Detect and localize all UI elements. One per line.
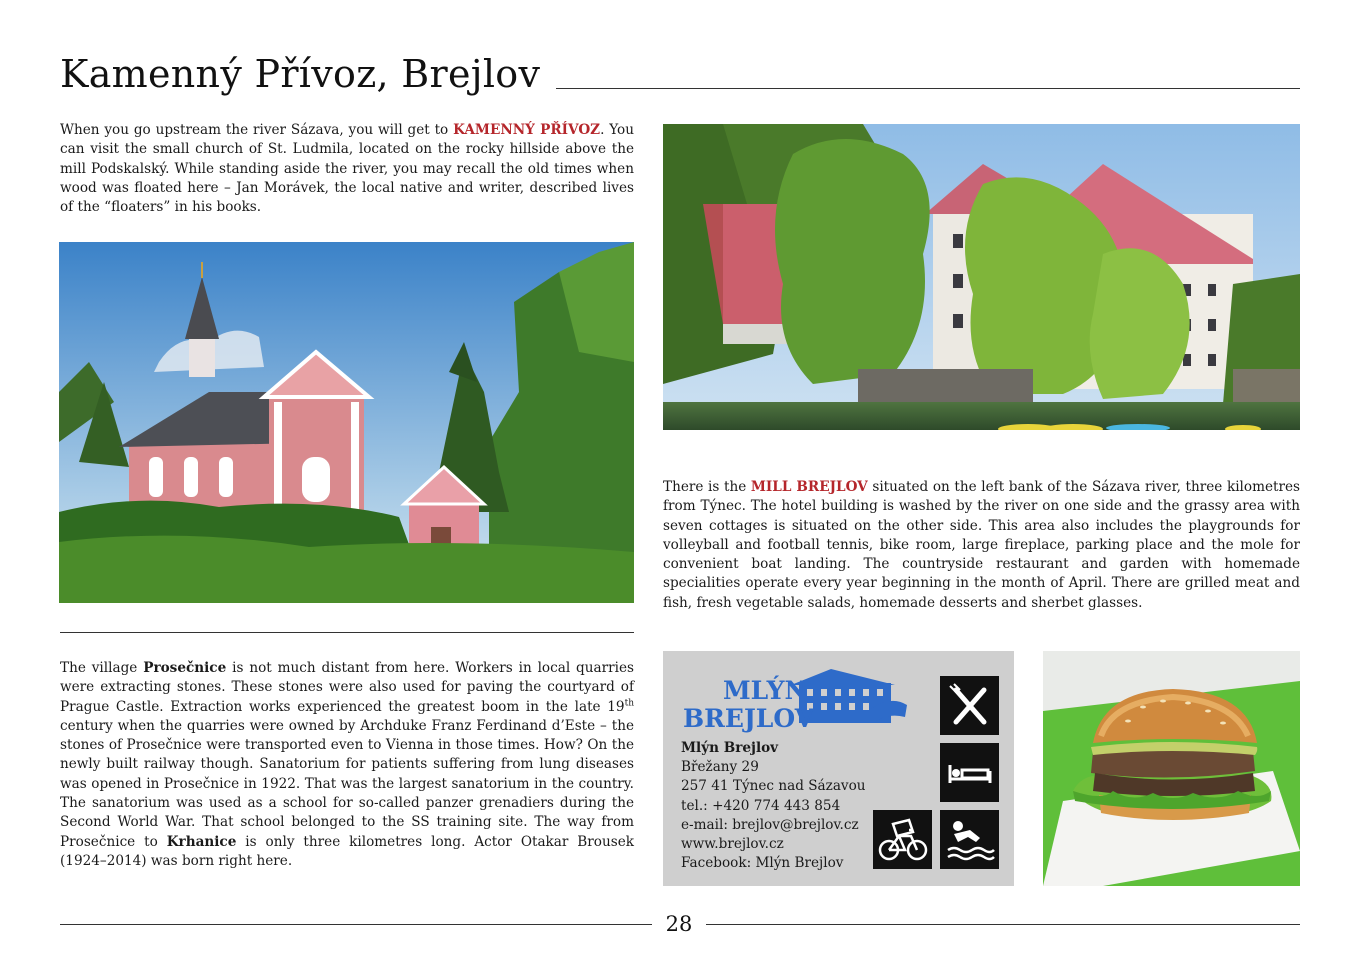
mill-text-2: situated on the left bank of the Sázava river, three kilometres from Týnec. The hotel building is washed by the river on one side and the grassy area with seven cottages is situated on the other side. This area also includes the playgrounds for volleyball and football tennis, bike room, large fireplace, parking place and the mole for convenient boat landing. The countryside restaurant and garden with homemade specialities operate every year beginning in the month of April. There are grilled meat and fish, fresh vegetable salads, homemade desserts and sherbet glasses. (663, 479, 1301, 611)
intro-highlight: KAMENNÝ PŘÍVOZ (453, 122, 601, 138)
mill-paragraph (663, 478, 1300, 613)
section-divider (60, 632, 634, 633)
contact-email: e-mail: brejlov@brejlov.cz (681, 816, 859, 833)
bicycle-icon (873, 810, 932, 869)
village-text-1: The village (60, 660, 144, 676)
contact-facebook: Facebook: Mlýn Brejlov (681, 855, 844, 872)
contact-address-1: Břežany 29 (681, 759, 759, 776)
village-bold-krhanice: Krhanice (166, 833, 237, 850)
mlyn-brejlov-logo (681, 665, 911, 735)
intro-text-2: . You can visit the small church of St. Ludmila, located on the rocky hillside above the mill Podskalský. While standing aside the river, you may recall the old times when wood was floated here – Jan Morávek, the local native and writer, described lives of the “floaters” in his books. (60, 122, 634, 216)
logo-line-1: MLÝN (723, 676, 808, 705)
fork-knife-icon (940, 676, 999, 735)
page-title: Kamenný Přívoz, Brejlov (60, 52, 541, 96)
swimming-icon (940, 810, 999, 869)
village-text-3: century when the quarries were owned by Archduke Franz Ferdinand d’Este – the stones of Prosečnice were transported even to Vienna in those times. How? On the newly built railway though. Sanatorium for patients suffering from lung diseases was opened in Prosečnice in 1922. That was the largest sanatorium in the country. The sanatorium was used as a school for so-called panzer grenadiers during the Second World War. That school belonged to the SS training site. The way from Prosečnice to (60, 717, 634, 850)
contact-name: Mlýn Brejlov (681, 740, 779, 756)
village-bold-prosecnice: Prosečnice (143, 660, 227, 676)
contact-phone: tel.: +420 774 443 854 (681, 797, 841, 814)
contact-web: www.brejlov.cz (681, 836, 784, 853)
village-superscript: th (624, 698, 634, 709)
village-text-4: is only three kilometres long. Actor Otakar Brousek (1924–2014) was born right here. (60, 833, 634, 869)
mill-highlight: MILL BREJLOV (750, 479, 868, 495)
logo-line-2: BREJLOV (683, 704, 815, 733)
contact-address-2: 257 41 Týnec nad Sázavou (681, 778, 866, 795)
contact-box (663, 651, 1014, 886)
footer-rule-left (60, 924, 652, 925)
mill-photo (663, 124, 1300, 430)
village-paragraph (60, 659, 634, 871)
burger-photo (1043, 651, 1300, 886)
intro-text-1: When you go upstream the river Sázava, you will get to (60, 122, 454, 138)
mill-text-1: There is the (663, 479, 751, 495)
church-photo (59, 242, 634, 603)
contact-details (681, 739, 866, 873)
village-text-2: is not much distant from here. Workers in local quarries were extracting stones. These stones were also used for paving the courtyard of Prague Castle. Extraction works experienced the greatest boom in the late 19 (60, 660, 634, 715)
page-number: 28 (665, 912, 693, 936)
footer-rule-right (706, 924, 1300, 925)
title-rule (556, 88, 1300, 89)
intro-paragraph (60, 121, 634, 217)
bed-icon (940, 743, 999, 802)
